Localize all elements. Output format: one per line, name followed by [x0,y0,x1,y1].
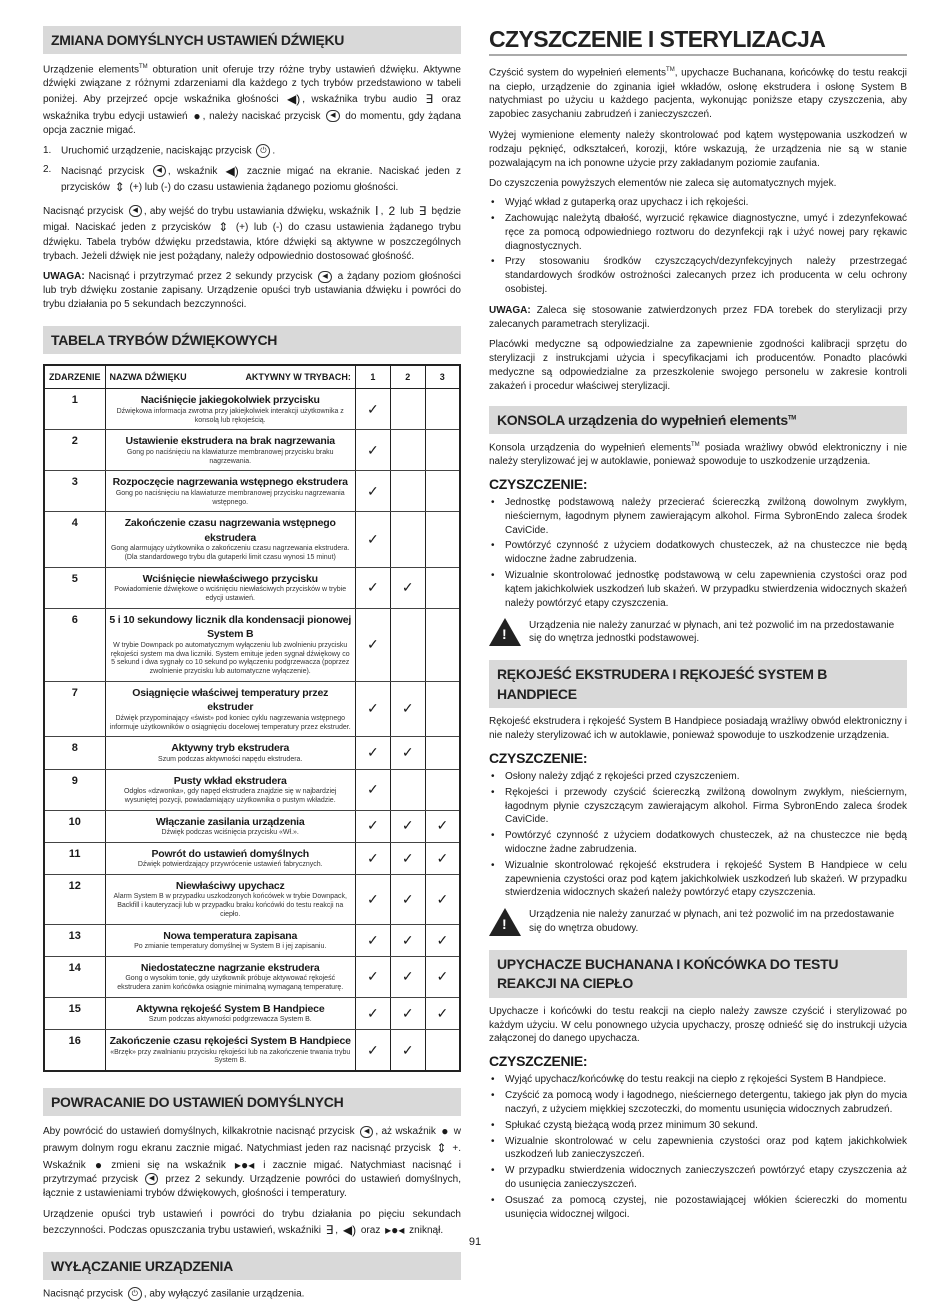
mode-1-cell [355,1030,390,1071]
console-warning [489,618,907,646]
table-row [44,842,460,874]
event-number: 4 [44,512,105,567]
console-cleaning-subhead: CZYSZCZENIE: [489,475,588,492]
mode-3-cell [425,471,460,512]
list-item: • Osuszać za pomocą czystej, nie pozostawiającej włókien ściereczki do momentu usunięcia widocznej wilgoci. [489,1194,907,1222]
sound-title: 5 i 10 sekundowy licznik dla kondensacji pionowej System B [109,613,352,641]
table-heading: TABELA TRYBÓW DŹWIĘKOWYCH [43,326,461,354]
console-bullets [489,496,907,610]
mode-2-cell [390,430,425,471]
handpiece-paragraph: Rękojeść ekstrudera i rękojeść System B Handpiece posiadają wrażliwy obwód elektroniczny i nie należy sterylizować ich w autoklawie, ponieważ spowoduje to uszkodzenie urządzenia. [489,716,907,741]
mode-3-cell [425,810,460,842]
checkmark-icon: ✓ [401,849,414,866]
cleaning-paragraph-1: Czyścić system do wypełnień elements™, upychacze Buchanana, końcówkę do testu reakcji na ciepło, urządzenie do zginania igieł wkładów, osłonę ekstrudera i osłonę System B natychmiast po użyciu u każdego pacjenta, wykonując poniższe etapy czyszczenia, aby zapobiec zasychaniu zabrudzeń i zanieczyszczeń. [489,67,907,121]
mode-2-icon: 2 [388,203,396,218]
cleaning-paragraph-3: Do czyszczenia powyższych elementów nie zaleca się automatycznych myjek. [489,178,837,190]
mode-2-cell [390,389,425,430]
checkmark-icon: ✓ [401,1041,414,1058]
console-paragraph: Konsola urządzenia do wypełnień elements™ posiada wrażliwy obwód elektroniczny i nie należy sterylizować jej w autoklawie, ponieważ spowoduje to uszkodzenie urządzenia. [489,441,908,467]
checkmark-icon: ✓ [436,817,449,834]
console-warning-text: Urządzenia nie należy zanurzać w płynach, ani też pozwolić im na przedostawanie się do wnętrza jednostki podstawowej. [529,619,895,645]
list-item: • Wizualnie skontrolować w celu zapewnienia czystości oraz pod kątem jakichkolwiek uszkodzeń lub zanieczyszczeń. [489,1135,907,1163]
table-row [44,567,460,608]
checkmark-icon: ✓ [366,817,379,834]
warning-icon: ! [489,908,521,936]
mode-3-cell [425,608,460,681]
list-item: • W przypadku stwierdzenia widocznych zanieczyszczeń powtórzyć etapy czyszczenia aż do usunięcia zanieczyszczeń. [489,1164,907,1192]
table-row [44,608,460,681]
mode-1-cell [355,471,390,512]
sound-description: Powiadomienie dźwiękowe o wciśnięciu niewłaściwych przycisków w trybie edycji ustawień. [114,586,347,603]
sound-name-cell [105,737,355,769]
sound-description: Dźwięk podczas wciśnięcia przycisku «Wł.». [161,829,299,836]
audio-mode-icon: ∃ [425,92,434,107]
edit-mode-dot-icon: ● [193,108,201,123]
left-column [43,26,461,1302]
handpiece-heading: RĘKOJEŚĆ EKSTRUDERA I RĘKOJEŚĆ SYSTEM B HANDPIECE [489,660,907,708]
sound-name-cell [105,874,355,924]
sound-title: Zakończenie czasu nagrzewania wstępnego ekstrudera [124,517,336,544]
mode-2-cell [390,769,425,810]
sound-name-cell [105,810,355,842]
volume-icon: ◀) [342,1222,357,1237]
power-off-heading: WYŁĄCZANIE URZĄDZENIA [43,1252,461,1280]
checkmark-icon: ✓ [366,700,379,717]
sound-description: W trybie Downpack po automatycznym wyłączeniu lub zwolnieniu przycisku rękojeści system ma dwa liczniki. System emituje jeden sygnał dźwiękowy co 5 sekund i dwa sygnały co 10 sekund po wyłączeniu podgrzewacza (poprzez zwolnienie przycisku lub automatyczne wyłączenie). [110,641,350,676]
mode-3-cell [425,997,460,1029]
right-column [489,26,907,1221]
plus-minus-button-icon: ⇕ [218,220,229,235]
pluggers-paragraph: Upychacze i końcówki do testu reakcji na ciepło należy zawsze czyścić i sterylizować po każdym użyciu. W celu ponownego użycia upychaczy, proszę odnieść się do instrukcji użycia załączonej do danego upychacza. [489,1005,907,1045]
list-item: • Wyjąć wkład z gutaperką oraz upychacz i ich rękojeści. [489,196,907,210]
col-name: NAZWA DŹWIĘKU AKTYWNY W TRYBACH: [105,365,355,389]
event-number: 11 [44,842,105,874]
checkmark-icon: ✓ [401,744,414,761]
list-item: • Zachowując należytą dbałość, wyrzucić rękawice diagnostyczne, umyć i zdezynfekować ręce za pomocą odpowiedniego roztworu do dezynfekcji rąk i użyć nowej pary rękawic diagnostycznych. [489,212,907,253]
page-number: 91 [468,1236,482,1248]
mode-2-cell [390,512,425,567]
col-event: ZDARZENIE [44,365,105,389]
power-button-icon: ⏻ [128,1287,142,1301]
menu-button-icon: ◀ [318,271,331,283]
event-number: 8 [44,737,105,769]
sound-title: Ustawienie ekstrudera na brak nagrzewania [125,435,335,448]
mode-3-icon: ∃ [325,1222,334,1237]
restore-paragraph-1: Aby powrócić do ustawień domyślnych, kilkakrotnie nacisnąć przycisk ◀ , aż wskaźnik ● w prawym dolnym rogu ekranu zacznie migać. Natychmiast jeden raz nacisnąć przycisk ⇕ +. Wskaźnik ● zmieni się na wskaźnik ▸●◂ i zacznie migać. Natychmiast nacisnąć i przytrzymać przycisk ◀ przez 2 sekundy. Urządzenie powróci do ustawień domyślnych, łącznie z ustawieniami trybów dźwiękowych, głośności i temperatury. [43,1124,462,1199]
pluggers-bullets [489,1073,907,1221]
event-number: 9 [44,769,105,810]
mode-2-cell [390,471,425,512]
checkmark-icon: ✓ [366,849,379,866]
checkmark-icon: ✓ [401,579,414,596]
event-number: 1 [44,389,105,430]
mode-2-cell [390,997,425,1029]
power-button-icon: ⏻ [256,144,270,158]
mode-1-cell [355,874,390,924]
mode-3-cell [425,956,460,997]
list-item: • Rękojeści i przewody czyścić ściereczką zwilżoną dowolnym zwykłym, nieściernym, łagodnym płynie czyszczącym zawierającym alkohol. Firma SybronEndo zaleca środek CaviCide. [489,786,907,827]
cleaning-note: UWAGA: Zaleca się stosowanie zatwierdzonych przez FDA torebek do sterylizacji przy zalecanych parametrach sterylizacji. [489,304,907,330]
sound-description: Gong alarmujący użytkownika o zakończeniu czasu nagrzewania ekstrudera. (Dla standardowego trybu dla gutaperki limit czasu wynosi 15 minut) [110,545,350,562]
sound-title: Zakończenie czasu rękojeści System B Handpiece [109,1035,351,1048]
sound-name-cell [105,1030,355,1071]
sound-title: Powrót do ustawień domyślnych [151,847,309,860]
checkmark-icon: ✓ [366,968,379,985]
checkmark-icon: ✓ [436,931,449,948]
mode-2-cell [390,608,425,681]
checkmark-icon: ✓ [436,890,449,907]
table-row [44,681,460,736]
event-number: 7 [44,681,105,736]
mode-2-cell [390,681,425,736]
cleaning-title: CZYSZCZENIE I STERYLIZACJA [489,26,907,56]
table-row [44,389,460,430]
sound-description: Gong o wysokim tonie, gdy użytkownik próbuje aktywować rękojeść ekstrudera zanim końcówka osiągnie minimalną wymaganą temperaturę. [117,975,344,992]
mode-1-cell [355,997,390,1029]
checkmark-icon: ✓ [401,890,414,907]
mode-1-cell [355,608,390,681]
table-row [44,1030,460,1071]
sound-title: Rozpoczęcie nagrzewania wstępnego ekstrudera [112,476,348,489]
reset-indicator-icon: ▸●◂ [385,1222,405,1237]
event-number: 10 [44,810,105,842]
plus-minus-button-icon: ⇕ [436,1141,447,1156]
event-number: 2 [44,430,105,471]
sound-name-cell [105,471,355,512]
list-item: • Wizualnie skontrolować jednostkę podstawową w celu zapewnienia czystości oraz pod kątem jakichkolwiek uszkodzeń lub skażeń. W przypadku stwierdzenia widocznych skażeń należy powtórzyć etapy czyszczenia. [489,569,907,610]
checkmark-icon: ✓ [366,579,379,596]
col-mode-1: 1 [355,365,390,389]
mode-1-cell [355,842,390,874]
table-row [44,810,460,842]
handpiece-warning [489,908,907,936]
sound-description: Szum podczas aktywności podgrzewacza System B. [148,1016,312,1024]
col-mode-2: 2 [390,365,425,389]
mode-1-cell [355,769,390,810]
mode-2-cell [390,874,425,924]
sound-name-cell [105,842,355,874]
menu-button-icon: ◀ [153,165,166,177]
sound-mode-paragraph: Nacisnąć przycisk ◀ , aby wejść do trybu ustawiania dźwięku, wskaźnik Ⅰ , 2 lub ∃ będzie migał. Naciskać jeden z przycisków ⇕ (+) lub (-) do czasu ustawienia żądanego trybu dźwięku. Tabela trybów dźwięku przedstawia, które dźwięki są aktywne w poszczególnych trybach. Jeżeli dźwięk nie jest pożądany, należy odpowiednio dostosować głośność. [43,203,461,262]
mode-3-cell [425,874,460,924]
pluggers-cleaning-subhead: CZYSZCZENIE: [489,1053,588,1070]
sound-title: Niewłaściwy upychacz [175,879,285,892]
mode-2-cell [390,737,425,769]
mode-1-cell [355,924,390,956]
plus-minus-button-icon: ⇕ [114,180,125,195]
event-number: 15 [44,997,105,1029]
step-1: 1. Uruchomić urządzenie, naciskając przycisk ⏻ . [43,145,276,157]
sound-title: Osiągnięcie właściwej temperatury przez ekstruder [132,686,329,714]
checkmark-icon: ✓ [366,1041,379,1058]
checkmark-icon: ✓ [401,968,414,985]
list-item: • Powtórzyć czynność z użyciem dodatkowych chusteczek, aż na chusteczce nie będą widoczne żadne zabrudzenia. [489,829,907,857]
handpiece-cleaning-subhead: CZYSZCZENIE: [489,749,588,766]
mode-2-cell [390,810,425,842]
mode-2-cell [390,956,425,997]
sound-name-cell [105,430,355,471]
table-body [44,389,460,1071]
table-row [44,769,460,810]
event-number: 12 [44,874,105,924]
sound-title: Niedostateczne nagrzanie ekstrudera [140,961,320,974]
sound-title: Aktywny tryb ekstrudera [171,742,290,755]
sound-title: Wciśnięcie niewłaściwego przycisku [142,572,318,585]
checkmark-icon: ✓ [366,530,379,547]
mode-1-cell [355,430,390,471]
mode-3-cell [425,389,460,430]
checkmark-icon: ✓ [366,636,379,653]
checkmark-icon: ✓ [366,1004,379,1021]
sound-name-cell [105,924,355,956]
mode-3-icon: ∃ [418,203,427,218]
table-row [44,737,460,769]
list-item: • Wizualnie skontrolować rękojeść ekstrudera i rękojeść System B Handpiece w celu zapewnienia czystości oraz pod kątem jakichkolwiek uszkodzeń lub skażeń. W przypadku stwierdzenia widocznych skażeń należy powtórzyć etapy czyszczenia. [489,859,907,900]
sound-title: Włączanie zasilania urządzenia [155,815,305,828]
sound-description: «Brzęk» przy zwalnianiu przycisku rękojeści lub na zakończenie trwania trybu System B. [110,1048,351,1065]
sound-steps [43,144,461,196]
sound-name-cell [105,608,355,681]
reset-indicator-icon: ▸●◂ [234,1157,255,1172]
sound-note: UWAGA: Nacisnąć i przytrzymać przez 2 sekundy przycisk ◀ a żądany poziom głośności lub tryb dźwięku zostanie zapisany. Urządzenie opuści tryb ustawiania dźwięku i powróci do trybu działania po 5 sekundach bezczynności. [43,271,461,310]
checkmark-icon: ✓ [366,744,379,761]
menu-button-icon: ◀ [326,110,339,122]
sound-name-cell [105,997,355,1029]
checkmark-icon: ✓ [366,780,379,797]
sound-defaults-intro: Urządzenie elements™ obturation unit oferuje trzy różne tryby ustawień dźwięku. Aktywne dźwięki związane z różnymi zdarzeniami dla każdego z tych trybów przedstawiono w tabeli poniżej. Aby przejrzeć opcje wskaźnika głośności ◀) , wskaźnika trybu audio ∃ oraz wskaźnika trybu edycji ustawień ● , należy naciskać przycisk ◀ do momentu, gdy żądana opcja zacznie migać. [43,64,462,137]
list-item: • Spłukać czystą bieżącą wodą przez minimum 30 sekund. [489,1119,907,1133]
volume-icon: ◀) [225,163,239,178]
sound-description: Gong po naciśnięciu na klawiaturze membranowej przycisku nagrzewania wstępnego. [115,489,345,506]
event-number: 5 [44,567,105,608]
mode-3-cell [425,737,460,769]
sound-title: Nowa temperatura zapisana [163,929,298,942]
sound-name-cell [105,567,355,608]
sound-title: Pusty wkład ekstrudera [173,774,287,787]
menu-button-icon: ◀ [360,1126,373,1138]
event-number: 14 [44,956,105,997]
mode-2-cell [390,1030,425,1071]
sound-name-cell [105,956,355,997]
mode-2-cell [390,842,425,874]
sound-defaults-heading: ZMIANA DOMYŚLNYCH USTAWIEŃ DŹWIĘKU [43,26,461,54]
checkmark-icon: ✓ [401,931,414,948]
edit-mode-dot-icon: ● [441,1124,449,1139]
pluggers-heading: UPYCHACZE BUCHANANA I KOŃCÓWKA DO TESTU REAKCJI NA CIEPŁO [489,950,907,998]
mode-1-cell [355,737,390,769]
checkmark-icon: ✓ [401,1004,414,1021]
edit-mode-dot-icon: ● [94,1157,103,1172]
cleaning-paragraph-4: Placówki medyczne są odpowiedzialne za zapewnienie zgodności kalibracji sprzętu do sterylizacji z instrukcjami użycia i specyfikacjami ich producentów. Ponadto placówki medyczne są odpowiedzialne za przeszkolenie swojego personelu w zakresie kontroli zakażeń i procedur właściwej sterylizacji. [489,339,907,392]
event-number: 13 [44,924,105,956]
event-number: 16 [44,1030,105,1071]
menu-button-icon: ◀ [145,1173,158,1185]
event-number: 3 [44,471,105,512]
sound-title: Naciśnięcie jakiegokolwiek przycisku [140,394,320,407]
mode-1-cell [355,567,390,608]
table-row [44,956,460,997]
sound-name-cell [105,681,355,736]
sound-modes-table [43,364,461,1072]
mode-3-cell [425,924,460,956]
restore-heading: POWRACANIE DO USTAWIEŃ DOMYŚLNYCH [43,1088,461,1116]
mode-3-cell [425,842,460,874]
list-item: • Przy stosowaniu środków czyszczących/dezynfekcyjnych należy przestrzegać standardowych środków ostrożności zalecanych przez ich producenta w celu ochrony osobistej. [489,255,907,296]
mode-3-cell [425,1030,460,1071]
sound-description: Szum podczas aktywności napędu ekstrudera. [158,755,303,763]
mode-3-cell [425,430,460,471]
checkmark-icon: ✓ [366,482,379,499]
sound-description: Gong po naciśnięciu na klawiaturze membranowej przycisku braku nagrzewania. [126,448,334,465]
table-row [44,874,460,924]
volume-icon: ◀) [287,92,301,107]
checkmark-icon: ✓ [401,700,414,717]
sound-name-cell [105,769,355,810]
checkmark-icon: ✓ [436,1004,449,1021]
list-item: • Powtórzyć czynność z użyciem dodatkowych chusteczek, aż na chusteczce nie będą widoczne żadne zabrudzenia. [489,539,907,567]
list-item: • Wyjąć upychacz/końcówkę do testu reakcji na ciepło z rękojeści System B Handpiece. [489,1073,907,1087]
console-heading: KONSOLA urządzenia do wypełnień elements™ [489,406,907,434]
mode-3-cell [425,567,460,608]
checkmark-icon: ✓ [436,968,449,985]
checkmark-icon: ✓ [366,931,379,948]
power-off-paragraph: Nacisnąć przycisk ⏻ , aby wyłączyć zasilanie urządzenia. [43,1289,305,1300]
sound-description: Odgłos «dzwonka», gdy napęd ekstrudera znajdzie się w najbardziej wysuniętej pozycji, powiadamiający użytkownika o pustym wkładzie. [123,788,337,804]
mode-1-cell [355,681,390,736]
table-row [44,471,460,512]
sound-description: Dźwiękowa informacja zwrotna przy jakiejkolwiek interakcji użytkownika z konsolą lub rękojeścią. [116,407,344,424]
mode-2-cell [390,924,425,956]
warning-icon: ! [489,618,521,646]
table-row [44,924,460,956]
mode-1-icon: Ⅰ [375,203,379,218]
table-row [44,430,460,471]
mode-1-cell [355,389,390,430]
col-mode-3: 3 [425,365,460,389]
checkmark-icon: ✓ [366,400,379,417]
checkmark-icon: ✓ [436,849,449,866]
list-item: • Czyścić za pomocą wody i łagodnego, nieściernego detergentu, takiego jak płyn do mycia naczyń, z użyciem miękkiej szczoteczki, do momentu usunięcia widocznych zabrudzeń. [489,1089,907,1117]
checkmark-icon: ✓ [366,441,379,458]
cleaning-paragraph-2: Wyżej wymienione elementy należy skontrolować pod kątem występowania uszkodzeń w rodzaju pęknięć, odkształceń, korozji, które wskazują, że urządzenia nie są w stanie pozwalającym na ich ponowne użycie przy zakładanym poziomie zaufania. [489,129,907,169]
mode-3-cell [425,769,460,810]
sound-description: Alarm System B w przypadku uszkodzonych końcówek w trybie Downpack, Backfill i kauteryzacji lub w przypadku braku końcówki do testu reakcji na ciepło. [113,893,347,918]
mode-3-cell [425,681,460,736]
mode-1-cell [355,810,390,842]
sound-name-cell [105,389,355,430]
handpiece-bullets [489,770,907,900]
sound-description: Dźwięk potwierdzający przywrócenie ustawień fabrycznych. [137,861,323,869]
table-row [44,997,460,1029]
mode-2-cell [390,567,425,608]
sound-description: Dźwięk przypominający «świst» pod koniec cyklu nagrzewania wstępnego informuje użytkowników o osiągnięciu docelowej temperatury przez ekstruder. [109,714,351,731]
menu-button-icon: ◀ [129,205,142,217]
checkmark-icon: ✓ [366,890,379,907]
list-item: • Osłony należy zdjąć z rękojeści przed czyszczeniem. [489,770,907,784]
sound-description: Po zmianie temperatury domyślnej w System B i jej zapisaniu. [134,943,327,951]
table-row [44,512,460,567]
handpiece-warning-text: Urządzenia nie należy zanurzać w płynach, ani też pozwolić im na przedostawanie się do wnętrza obudowy. [529,909,895,935]
list-item: • Jednostkę podstawową należy przecierać ściereczką zwilżoną dowolnym zwykłym, nieściernym, łagodnym płynem zawierającym alkohol. Firma SybronEndo zaleca środek CaviCide. [489,496,907,537]
table-header-row [44,365,460,389]
mode-1-cell [355,956,390,997]
mode-1-cell [355,512,390,567]
cleaning-bullets [489,196,907,297]
step-2: 2. Nacisnąć przycisk ◀ , wskaźnik ◀) zacznie migać na ekranie. Naciskać jeden z przycisków ⇕ (+) lub (-) do czasu ustawienia żądanego poziomu głośności. [43,163,461,195]
checkmark-icon: ✓ [401,817,414,834]
mode-3-cell [425,512,460,567]
restore-paragraph-2: Urządzenie opuści tryb ustawień i powróci do trybu działania po pięciu sekundach bezczynności. Podczas opuszczania trybu ustawień, wskaźniki ∃ , ◀) oraz ▸●◂ zniknął. [43,1208,461,1237]
sound-title: Aktywna rękojeść System B Handpiece [135,1002,325,1015]
event-number: 6 [44,608,105,681]
sound-name-cell [105,512,355,567]
